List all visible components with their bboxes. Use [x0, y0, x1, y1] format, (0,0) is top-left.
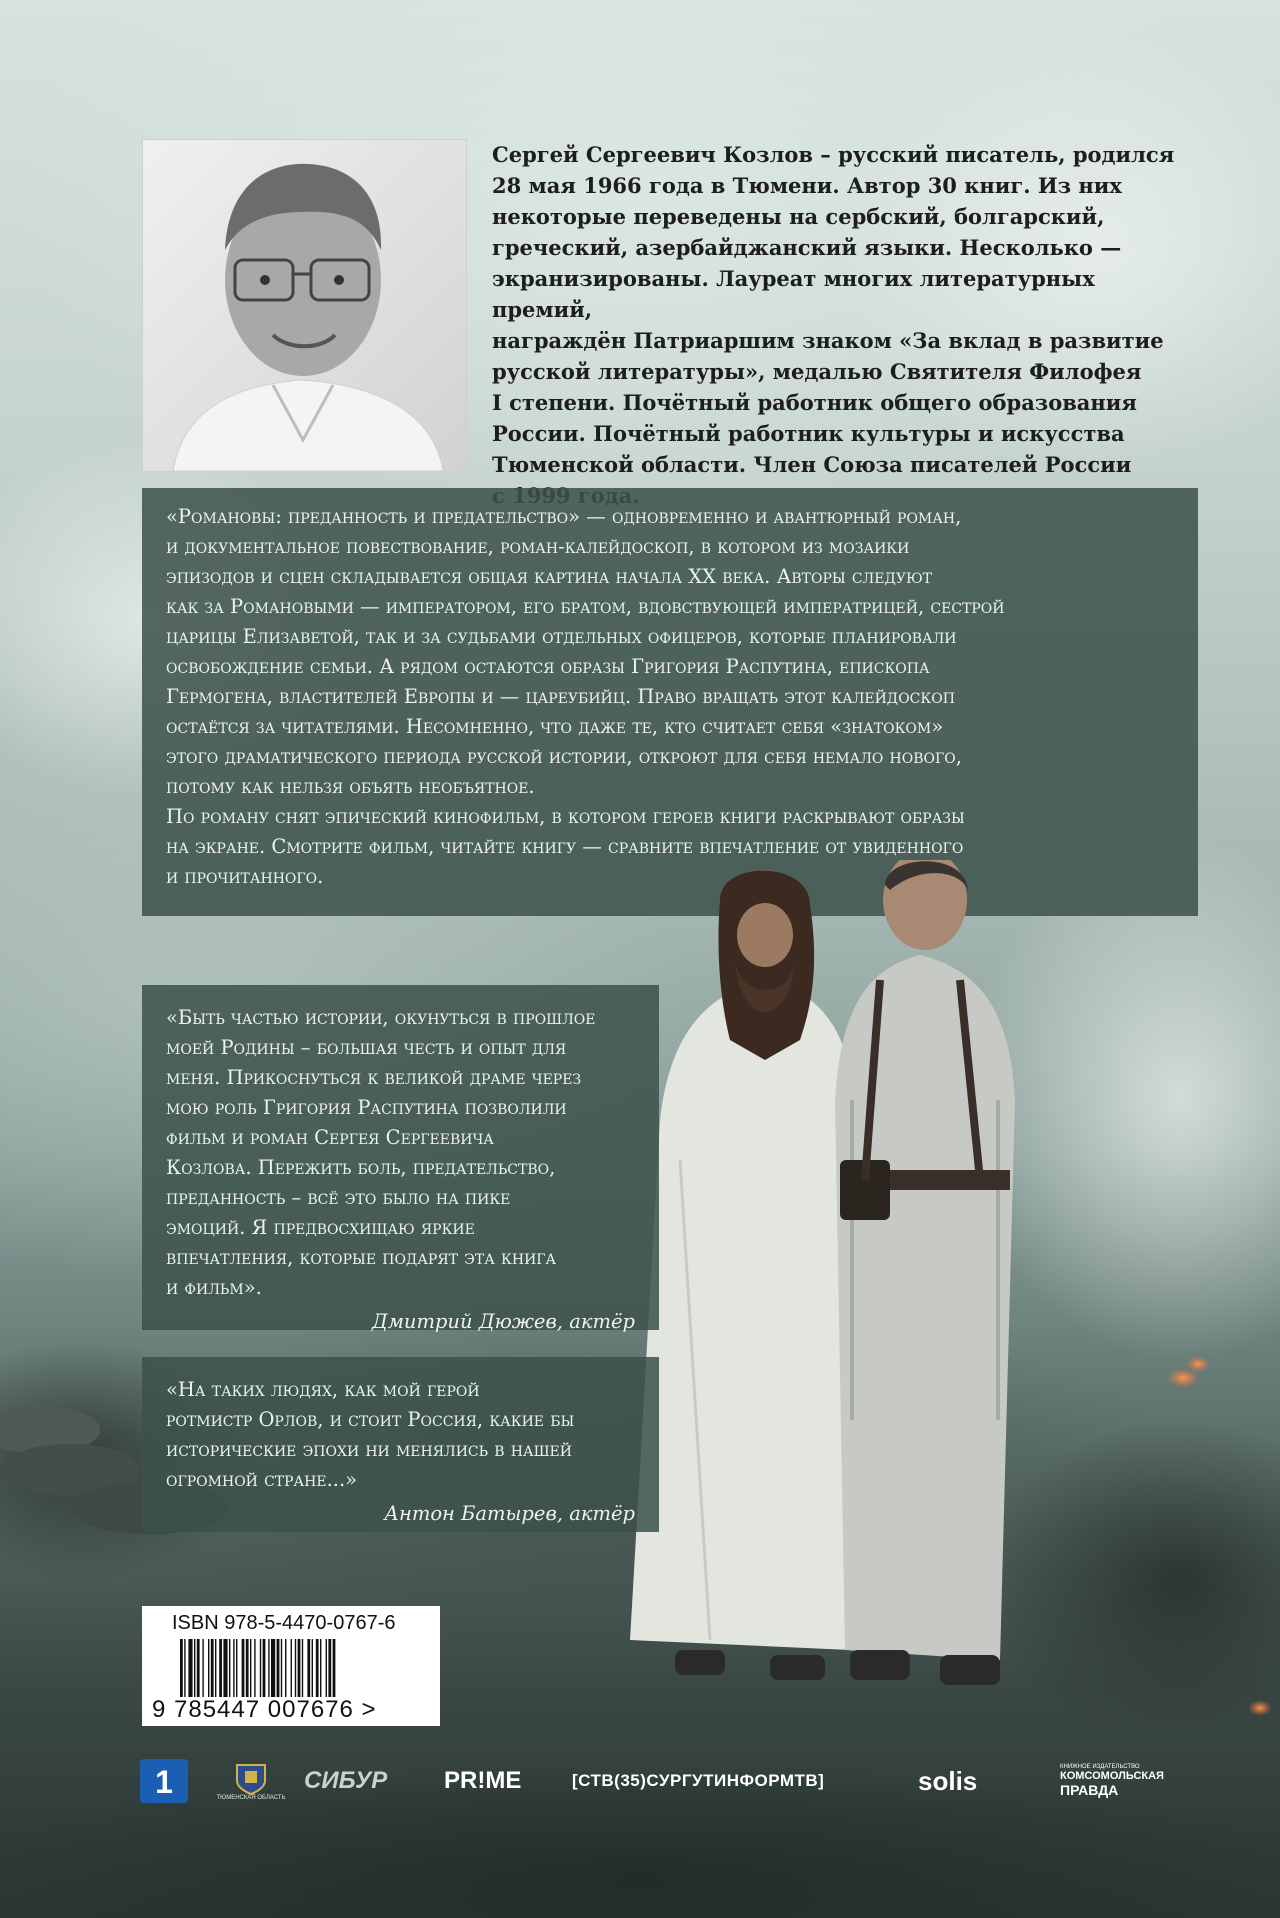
stv-surgut-logo: [СТВ(35)СУРГУТИНФОРМТВ] [572, 1771, 825, 1790]
barcode-bar [254, 1639, 255, 1697]
kp-text-1: КОМСОМОЛЬСКАЯ [1060, 1770, 1164, 1782]
bio-line: некоторые переведены на сербский, болгарский, [492, 204, 1105, 229]
barcode-bar [236, 1639, 237, 1697]
komsomolskaya-pravda-logo [1060, 1756, 1200, 1806]
barcode-bar [197, 1639, 200, 1697]
bio-line: русской литературы», медалью Святителя Филофея [492, 359, 1142, 384]
quote-text [142, 985, 659, 1303]
barcode-bar [188, 1639, 192, 1697]
channel-one-logo [140, 1756, 188, 1806]
barcode-bar [285, 1639, 286, 1697]
barcode-bar [202, 1639, 203, 1697]
kp-small-text: КНИЖНОЕ ИЗДАТЕЛЬСТВО [1060, 1764, 1140, 1770]
synopsis-line: «Романовы: преданность и предательство» — одновременно и авантюрный роман, [166, 505, 962, 528]
barcode-bar [250, 1639, 251, 1697]
bio-line: Тюменской области. Член Союза писателей России [492, 452, 1132, 477]
quote-line: преданность – всё это было на пике [166, 1186, 511, 1209]
quote-text [142, 1357, 659, 1495]
barcode-bar [208, 1639, 209, 1697]
synopsis-line: царицы Елизаветой, так и за судьбами отдельных офицеров, которые планировали [166, 625, 957, 648]
barcode-bar [316, 1639, 319, 1697]
synopsis-line: на экране. Смотрите фильм, читайте книгу — сравните впечатление от увиденного [166, 835, 964, 858]
barcode-bar [302, 1639, 303, 1697]
barcode-bar [307, 1639, 310, 1697]
quote-line: меня. Прикоснуться к великой драме через [166, 1066, 582, 1089]
bio-line: награждён Патриаршим знаком «За вклад в развитие [492, 328, 1164, 353]
synopsis-paragraph-1 [142, 488, 1198, 802]
sibur-logo: СИБУР [304, 1767, 388, 1794]
barcode-bar [268, 1639, 269, 1697]
synopsis-line: и документальное повествование, роман-калейдоскоп, в котором из мозаики [166, 535, 910, 558]
barcode-bar [263, 1639, 266, 1697]
quote-line: и фильм». [166, 1276, 262, 1299]
barcode-bar [291, 1639, 292, 1697]
barcode-bar [260, 1639, 261, 1697]
isbn-barcode-block [142, 1606, 440, 1726]
synopsis-line: Гермогена, властителей Европы и — цареубийц. Право вращать этот калейдоскоп [166, 685, 955, 708]
quote-line: огромной стране...» [166, 1468, 358, 1491]
channel-one-text: 1 [155, 1764, 173, 1800]
officer-figure [835, 860, 1015, 1685]
barcode-bar [194, 1639, 195, 1697]
barcode-bar [184, 1639, 185, 1697]
barcode-bar [211, 1639, 214, 1697]
quote-author: Антон Батырев, актёр [384, 1502, 635, 1525]
quote-line: моей Родины – большая честь и опыт для [166, 1036, 567, 1059]
author-bio [492, 139, 1192, 511]
quote-line: впечатления, которые подарят эта книга [166, 1246, 557, 1269]
barcode-bar [295, 1639, 296, 1697]
barcode-bar [277, 1639, 280, 1697]
barcode-bar [320, 1639, 321, 1697]
quote-line: ротмистр Орлов, и стоит Россия, какие бы [166, 1408, 575, 1431]
synopsis-line: эпизодов и сцен складывается общая картина начала XX века. Авторы следуют [166, 565, 932, 588]
synopsis-line: как за Романовыми — императором, его братом, вдовствующей императрицей, сестрой [166, 595, 1005, 618]
quote-author: Дмитрий Дюжев, актёр [371, 1310, 635, 1333]
barcode-bar [223, 1639, 227, 1697]
bio-line: Сергей Сергеевич Козлов – русский писатель, родился [492, 142, 1175, 167]
bio-line: России. Почётный работник культуры и искусства [492, 421, 1125, 446]
synopsis-line: и прочитанного. [166, 865, 324, 888]
barcode-bar [271, 1639, 275, 1697]
solis-logo: solis [918, 1765, 978, 1796]
tyumen-text: ТЮМЕНСКАЯ ОБЛАСТЬ [216, 1795, 286, 1801]
quote-line: «На таких людях, как мой герой [166, 1378, 480, 1401]
quote-panel-dyuzhev [142, 985, 659, 1333]
barcode-bar [333, 1639, 336, 1697]
quote-line: фильм и роман Сергея Сергеевича [166, 1126, 494, 1149]
bio-line: греческий, азербайджанский языки. Несколько — [492, 235, 1122, 260]
barcode [180, 1639, 400, 1697]
isbn-digits: 9 785447 007676 > [152, 1696, 377, 1723]
bio-line: экранизированы. Лауреат многих литературных премий, [492, 266, 1095, 322]
barcode-bar [180, 1639, 183, 1697]
tyumen-region-logo [216, 1756, 286, 1806]
synopsis-line: остаётся за читателями. Несомненно, что даже те, кто считает себя «знатоком» [166, 715, 944, 738]
barcode-bar [281, 1639, 282, 1697]
characters-illustration [620, 860, 1120, 1730]
bio-line: I степени. Почётный работник общего образования [492, 390, 1137, 415]
quote-line: Козлова. Пережить боль, предательство, [166, 1156, 556, 1179]
barcode-bar [219, 1639, 222, 1697]
quote-panel-batyrev [142, 1357, 659, 1532]
barcode-bar [312, 1639, 313, 1697]
quote-line: эмоций. Я предвосхищаю яркие [166, 1216, 475, 1239]
coat-of-arms-icon [231, 1761, 271, 1795]
quote-line: мою роль Григория Распутина позволили [166, 1096, 567, 1119]
barcode-bar [298, 1639, 301, 1697]
barcode-bar [246, 1639, 249, 1697]
barcode-bar [326, 1639, 327, 1697]
bio-line: 28 мая 1966 года в Тюмени. Автор 30 книг. Из них [492, 173, 1122, 198]
barcode-bar [233, 1639, 234, 1697]
synopsis-line: потому как нельзя объять необъятное. [166, 775, 535, 798]
isbn-label: ISBN 978-5-4470-0767-6 [172, 1612, 396, 1634]
quote-line: «Быть частью истории, окунуться в прошлое [166, 1006, 596, 1029]
synopsis-panel [142, 488, 1198, 916]
synopsis-line: этого драматического периода русской истории, откроют для себя немало нового, [166, 745, 962, 768]
author-photo [142, 139, 467, 472]
sponsor-logos [140, 1756, 1200, 1806]
kp-text-2: ПРАВДА [1060, 1782, 1119, 1798]
barcode-bar [328, 1639, 331, 1697]
rasputin-figure [630, 870, 856, 1680]
barcode-bar [242, 1639, 245, 1697]
barcode-bar [229, 1639, 230, 1697]
prime-logo: PR!ME [444, 1767, 522, 1794]
barcode-bar [215, 1639, 216, 1697]
synopsis-line: По роману снят эпический кинофильм, в котором героев книги раскрывают образы [166, 805, 965, 828]
synopsis-line: освобождение семьи. А рядом остаются образы Григория Распутина, епископа [166, 655, 930, 678]
quote-line: исторические эпохи ни менялись в нашей [166, 1438, 572, 1461]
